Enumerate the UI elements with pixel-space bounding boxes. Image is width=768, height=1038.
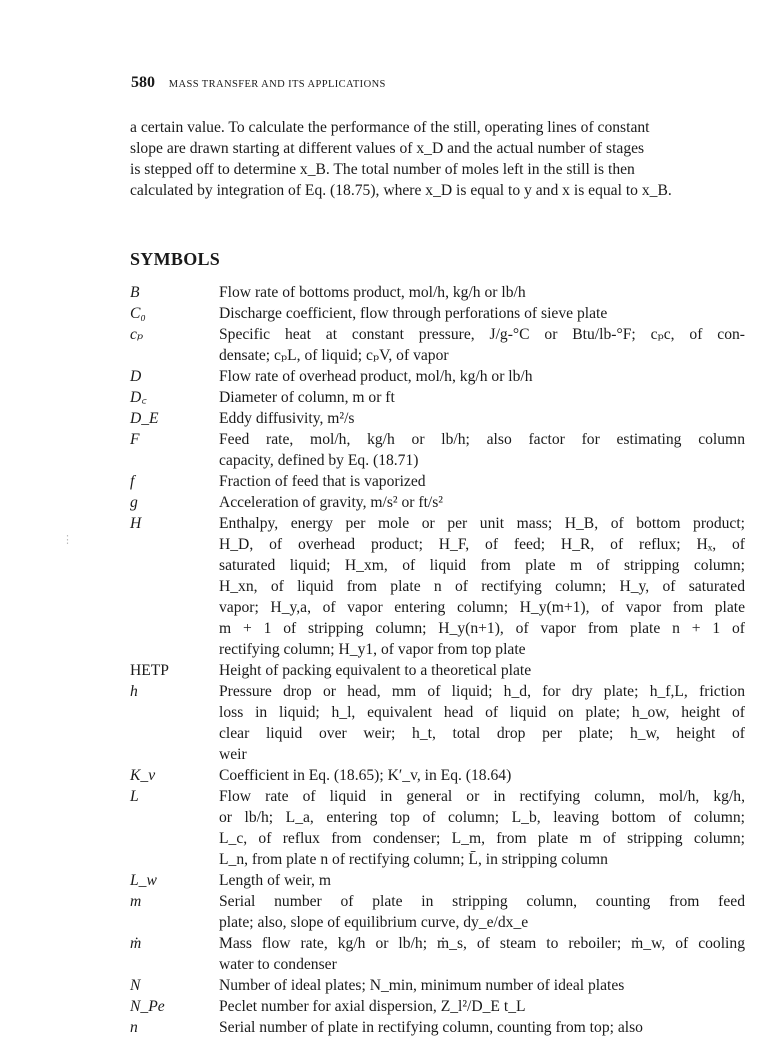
symbol-term: B (130, 284, 140, 301)
symbol-definition (219, 870, 745, 891)
symbol-entry (130, 429, 745, 471)
symbol-definition (219, 429, 745, 471)
symbol-entry (130, 660, 745, 681)
symbol-entry (130, 492, 745, 513)
definition-line: L_c, of reflux from condenser; L_m, from plate m of stripping column; (219, 830, 745, 847)
definition-line: Eddy diffusivity, m²/s (219, 410, 355, 427)
symbol-definition (219, 324, 745, 366)
definition-line: plate; also, slope of equilibrium curve, dy_e/dx_e (219, 914, 529, 931)
section-title: SYMBOLS (130, 249, 221, 269)
symbol-entry (130, 681, 745, 765)
definition-line: Peclet number for axial dispersion, Z_l²/D_E t_L (219, 998, 526, 1015)
page-number: 580 (131, 74, 155, 91)
symbol-term: g (130, 494, 138, 511)
definition-line: Feed rate, mol/h, kg/h or lb/h; also factor for estimating column (219, 431, 745, 448)
definition-line: Number of ideal plates; N_min, minimum number of ideal plates (219, 977, 625, 994)
symbol-term: D_E (130, 410, 159, 427)
symbol-term: f (130, 473, 135, 490)
symbol-term: L_w (130, 872, 157, 889)
symbol-definition (219, 513, 745, 660)
margin-mark: ⋮ (62, 534, 73, 546)
definition-line: densate; cₚL, of liquid; cₚV, of vapor (219, 347, 449, 364)
symbol-definition (219, 765, 745, 786)
definition-line: Serial number of plate in rectifying column, counting from top; also (219, 1019, 643, 1036)
definition-line: or lb/h; L_a, entering top of column; L_b, leaving bottom of column; (219, 809, 745, 826)
symbol-definition (219, 786, 745, 870)
symbol-entry (130, 366, 745, 387)
symbol-definition (219, 282, 745, 303)
definition-line: Serial number of plate in stripping column, counting from feed (219, 893, 745, 910)
definition-line: Enthalpy, energy per mole or per unit mass; H_B, of bottom product; (219, 515, 745, 532)
running-head (131, 74, 386, 92)
symbol-term: D꜀ (130, 389, 147, 406)
definition-line: Flow rate of liquid in general or in rectifying column, mol/h, kg/h, (219, 788, 745, 805)
intro-line: slope are drawn starting at different values of x_D and the actual number of stages (130, 140, 645, 157)
symbol-term: m (130, 893, 142, 910)
symbol-term: ṁ (130, 935, 142, 952)
symbol-entry (130, 765, 745, 786)
symbol-entry (130, 471, 745, 492)
definition-line: Specific heat at constant pressure, J/g-°C or Btu/lb-°F; cₚc, of con- (219, 326, 745, 343)
running-title: MASS TRANSFER AND ITS APPLICATIONS (168, 79, 386, 90)
symbol-term: h (130, 683, 138, 700)
symbol-entry (130, 513, 745, 660)
symbol-definition (219, 681, 745, 765)
symbol-definition (219, 387, 745, 408)
symbol-term: C₀ (130, 305, 146, 322)
symbol-term: n (130, 1019, 138, 1036)
symbol-term: cₚ (130, 326, 144, 343)
symbol-definition (219, 933, 745, 975)
symbol-term: N (130, 977, 141, 994)
symbol-entry (130, 975, 745, 996)
symbol-entry (130, 387, 745, 408)
definition-line: Length of weir, m (219, 872, 331, 889)
definition-line: saturated liquid; H_xm, of liquid from plate m of stripping column; (219, 557, 745, 574)
symbol-definition (219, 996, 745, 1017)
intro-paragraph (130, 117, 742, 201)
definition-line: water to condenser (219, 956, 337, 973)
symbol-term: D (130, 368, 142, 385)
symbol-entry (130, 408, 745, 429)
symbol-entry (130, 870, 745, 891)
definition-line: clear liquid over weir; h_t, total drop per plate; h_w, height of (219, 725, 745, 742)
symbol-entry (130, 996, 745, 1017)
definition-line: rectifying column; H_y1, of vapor from top plate (219, 641, 526, 658)
symbol-term: H (130, 515, 142, 532)
symbol-entry (130, 282, 745, 303)
symbol-term: F (130, 431, 140, 448)
definition-line: Acceleration of gravity, m/s² or ft/s² (219, 494, 443, 511)
intro-line: calculated by integration of Eq. (18.75), where x_D is equal to y and x is equal to x_B. (130, 182, 672, 199)
symbol-definition (219, 471, 745, 492)
definition-line: vapor; H_y,a, of vapor entering column; H_y(m+1), of vapor from plate (219, 599, 745, 616)
symbol-definition (219, 975, 745, 996)
symbol-definition (219, 660, 745, 681)
definition-line: loss in liquid; h_l, equivalent head of liquid on plate; h_ow, height of (219, 704, 745, 721)
symbol-definition (219, 891, 745, 933)
symbol-term: K_v (130, 767, 156, 784)
definition-line: Flow rate of bottoms product, mol/h, kg/h or lb/h (219, 284, 526, 301)
symbol-entry (130, 303, 745, 324)
definition-line: H_xn, of liquid from plate n of rectifying column; H_y, of saturated (219, 578, 745, 595)
definition-line: Height of packing equivalent to a theoretical plate (219, 662, 532, 679)
symbol-definition (219, 303, 745, 324)
symbol-term: N_Pe (130, 998, 165, 1015)
definition-line: capacity, defined by Eq. (18.71) (219, 452, 419, 469)
symbol-definition (219, 492, 745, 513)
symbol-definition (219, 408, 745, 429)
definition-line: Mass flow rate, kg/h or lb/h; ṁ_s, of steam to reboiler; ṁ_w, of cooling (219, 935, 745, 952)
definition-line: Diameter of column, m or ft (219, 389, 395, 406)
symbol-term: L (130, 788, 139, 805)
symbol-definition (219, 366, 745, 387)
intro-line: is stepped off to determine x_B. The total number of moles left in the still is then (130, 161, 635, 178)
symbol-entry (130, 891, 745, 933)
symbol-entry (130, 933, 745, 975)
definition-line: Coefficient in Eq. (18.65); K′_v, in Eq. (18.64) (219, 767, 512, 784)
definition-line: Flow rate of overhead product, mol/h, kg/h or lb/h (219, 368, 533, 385)
definition-line: m + 1 of stripping column; H_y(n+1), of vapor from plate n + 1 of (219, 620, 745, 637)
symbol-entry (130, 324, 745, 366)
symbol-entry (130, 1017, 745, 1038)
definition-line: Pressure drop or head, mm of liquid; h_d, for dry plate; h_f,L, friction (219, 683, 745, 700)
definition-line: Fraction of feed that is vaporized (219, 473, 426, 490)
definition-line: H_D, of overhead product; H_F, of feed; H_R, of reflux; Hₓ, of (219, 536, 745, 553)
definition-line: weir (219, 746, 247, 763)
definition-line: Discharge coefficient, flow through perforations of sieve plate (219, 305, 608, 322)
symbol-entry (130, 786, 745, 870)
symbol-term: HETP (130, 662, 169, 679)
symbol-definition (219, 1017, 745, 1038)
definition-line: L_n, from plate n of rectifying column; L̄, in stripping column (219, 851, 608, 868)
symbols-list (130, 282, 745, 1038)
intro-line: a certain value. To calculate the performance of the still, operating lines of constant (130, 119, 650, 136)
